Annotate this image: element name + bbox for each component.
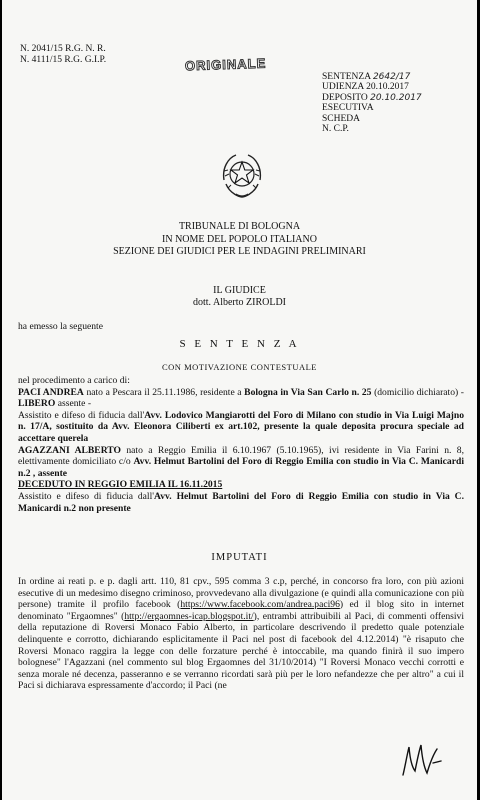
sentenza-handwritten: 2642/17 bbox=[372, 72, 411, 82]
court-formula: IN NOME DEL POPOLO ITALIANO bbox=[162, 233, 317, 245]
signature-icon bbox=[397, 737, 447, 782]
sentence-title: S E N T E N Z A bbox=[179, 338, 300, 350]
deposito-handwritten: 20.10.2017 bbox=[370, 92, 422, 103]
imputati-title: IMPUTATI bbox=[211, 552, 268, 563]
originale-stamp: ORIGINALE bbox=[184, 55, 267, 74]
procedimento-line: nel procedimento a carico di: bbox=[18, 375, 130, 386]
judge-name: dott. Alberto ZIROLDI bbox=[192, 296, 287, 308]
sentence-intro: ha emesso la seguente bbox=[18, 321, 103, 332]
defendants-section bbox=[18, 375, 464, 514]
court-name: TRIBUNALE DI BOLOGNA bbox=[178, 221, 301, 232]
document-page bbox=[2, 0, 477, 800]
judge-block bbox=[2, 285, 477, 308]
blog-link[interactable]: http://ergaomnes-icap.blogspot.it/ bbox=[124, 610, 254, 622]
court-section: SEZIONE DEI GIUDICI PER LE INDAGINI PRELIMINARI bbox=[113, 246, 366, 257]
esecutiva-line: ESECUTIVA bbox=[322, 103, 374, 114]
court-heading bbox=[2, 221, 477, 259]
facebook-link[interactable]: https://www.facebook.com/andrea.paci96 bbox=[180, 599, 340, 611]
deposito-line: DEPOSITO 20.10.2017 bbox=[322, 92, 422, 103]
rgnr-number: N. 2041/15 R.G. N. R. bbox=[20, 44, 106, 54]
ncp-line: N. C.P. bbox=[322, 124, 349, 135]
sentenza-line: SENTENZA 2642/17 bbox=[322, 72, 411, 82]
scheda-line: SCHEDA bbox=[322, 113, 361, 124]
motivazione-label: CON MOTIVAZIONE CONTESTUALE bbox=[162, 362, 317, 372]
deceduto-note: DECEDUTO IN REGGIO EMILIA IL 16.11.2015 bbox=[18, 479, 223, 491]
judge-title: IL GIUDICE bbox=[213, 285, 266, 296]
italian-republic-emblem-icon bbox=[220, 150, 264, 200]
charges-paragraph: In ordine ai reati p. e p. dagli artt. 110, 81 cpv., 595 comma 3 c.p, perché, in concorso fra loro, con più azioni esecutive di un medesimo disegno criminoso, provvedevano alla divulgazione (e quindi alla comunicazione con più persone) tramite il profilo facebook (https://www.facebook.com/andrea.paci96) ed il blog sito in internet denominato "Ergaomnes" (http://ergaomnes-icap.blogspot.it/), entrambi attribuibili al Paci, di commenti offensivi della reputazione di Roversi Monaco Fabio Alberto, in particolare descrivendo il predetto quale potenziale delinquente e corrotto, dichiarando esplicitamente il Paci nel post di facebook del 4.12.2014) "è risaputo che Roversi Monaco raggira la legge con delle forzature perché è intoccabile, ma quando finirà il suo impero bolognese" l'Agazzani (nel commento sul blog Ergaomnes del 31/10/2014) "I Roversi Monaco vecchi corrotti e senza morale né decenza, passeranno e se verranno ricordati sarà più per le loro nefandezze che per altro" a cui il Paci si dichiarava espressamente d'accordo; il Paci (ne bbox=[18, 576, 464, 692]
defendant-paci: PACI ANDREA nato a Pescara il 25.11.1986, residente a Bologna in Via San Carlo n. 25 (domicilio dichiarato) - LIBERO assente - bbox=[18, 386, 464, 410]
rggip-number: N. 4111/15 R.G. G.I.P. bbox=[20, 55, 107, 65]
defense-agazzani: Assistito e difeso di fiducia dall'Avv. Helmut Bartolini del Foro di Reggio Emilia con studio in Via C. Manicardi n.2 non presente bbox=[18, 490, 465, 514]
udienza-line: UDIENZA 20.10.2017 bbox=[322, 82, 409, 93]
defendant-agazzani: AGAZZANI ALBERTO nato a Reggio Emilia il 6.10.1967 (5.10.1965), ivi residente in Via Farini n. 8, elettivamente domiciliato c/o Avv. Helmut Bartolini del Foro di Reggio Emilia con studio in Via C. Manicardi n.2 , assente bbox=[18, 444, 465, 479]
sentence-registry bbox=[322, 72, 422, 134]
defense-paci: Assistito e difeso di fiducia dall'Avv. Lodovico Mangiarotti del Foro di Milano con studio in Via Luigi Majno n. 17/A, sostituito da Avv. Eleonora Ciliberti ex art.102, presente la quale deposita procura speciale ad accettare querela bbox=[18, 409, 464, 444]
case-numbers bbox=[20, 44, 106, 66]
